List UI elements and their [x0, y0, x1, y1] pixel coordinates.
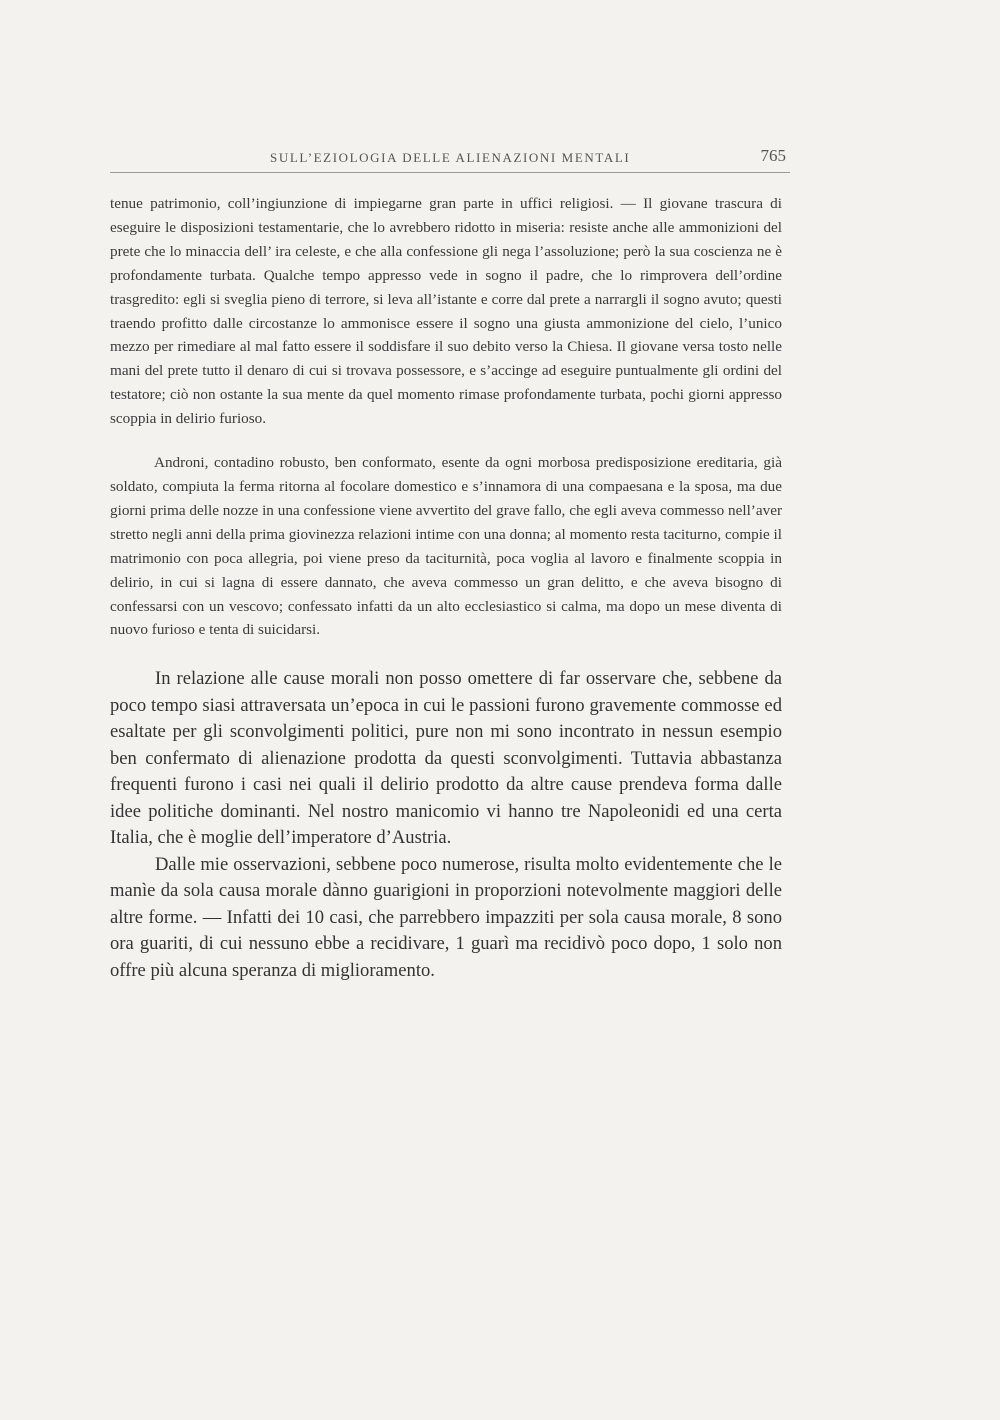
page-body [110, 192, 782, 984]
paragraph-case-continuation: tenue patrimonio, coll’ingiunzione di impiegarne gran parte in uffici religiosi. — Il giovane trascura di eseguire le disposizioni testamentarie, che lo avrebbero ridotto in miseria: resiste anche alle ammonizioni del prete che lo minaccia dell’ ira celeste, e che alla confessione gli nega l’assoluzione; però la sua coscienza ne è profondamente turbata. Qualche tempo appresso vede in sogno il padre, che lo rimprovera dell’ordine trasgredito: egli si sveglia pieno di terrore, si leva all’istante e corre dal prete a narrargli il sogno avuto; questi traendo profitto dalle circostanze lo ammonisce essere il sogno una giusta ammonizione del cielo, l’unico mezzo per rimediare al mal fatto essere il soddisfare il suo debito verso la Chiesa. Il giovane versa tosto nelle mani del prete tutto il denaro di cui si trovava possessore, e s’accinge ad eseguire puntualmente gli ordini del testatore; ciò non ostante la sua mente da quel momento rimase profondamente turbata, pochi giorni appresso scoppia in delirio furioso. [110, 195, 782, 428]
running-title: SULL’EZIOLOGIA DELLE ALIENAZIONI MENTALI [270, 150, 631, 165]
book-page [110, 0, 790, 1420]
running-header [110, 146, 790, 173]
paragraph-gap [110, 431, 782, 451]
paragraph-case-androni: Androni, contadino robusto, ben conformato, esente da ogni morbosa predisposizione ereditaria, già soldato, compiuta la ferma ritorna al focolare domestico e s’innamora di una compaesana e la sposa, ma due giorni prima delle nozze in una confessione viene avvertito del grave fallo, che egli aveva commesso nell’aver stretto negli anni della prima giovinezza relazioni intime con una donna; al momento resta taciturno, compie il matrimonio con poca allegria, poi viene preso da taciturnità, poca voglia al lavoro e finalmente scoppia in delirio, in cui si lagna di essere dannato, che aveva commesso un gran delitto, e che aveva bisogno di confessarsi con un vescovo; confessato infatti da un alto ecclesiastico si calma, ma dopo un mese diventa di nuovo furioso e tenta di suicidarsi. [110, 454, 782, 639]
paragraph-gap [110, 642, 782, 666]
paragraph-observations: Dalle mie osservazioni, sebbene poco numerose, risulta molto evidentemente che le manìe da sola causa morale dànno guarigioni in proporzioni notevolmente maggiori delle altre forme. — Infatti dei 10 casi, che parrebbero impazziti per sola causa morale, 8 sono ora guariti, di cui nessuno ebbe a recidivare, 1 guarì ma recidivò poco dopo, 1 solo non offre più alcuna speranza di miglioramento. [110, 853, 782, 981]
page-number: 765 [760, 146, 786, 165]
paragraph-moral-causes: In relazione alle cause morali non posso omettere di far osservare che, sebbene da poco tempo siasi attraversata un’epoca in cui le passioni furono gravemente commosse ed esaltate per gli sconvolgimenti politici, pure non mi sono incontrato in nessun esempio ben confermato di alienazione prodotta da questi sconvolgimenti. Tuttavia abbastanza frequenti furono i casi nei quali il delirio prodotto da altre cause prendeva forma dalle idee politiche dominanti. Nel nostro manicomio vi hanno tre Napoleonidi ed una certa Italia, che è moglie dell’imperatore d’Austria. [110, 668, 782, 849]
